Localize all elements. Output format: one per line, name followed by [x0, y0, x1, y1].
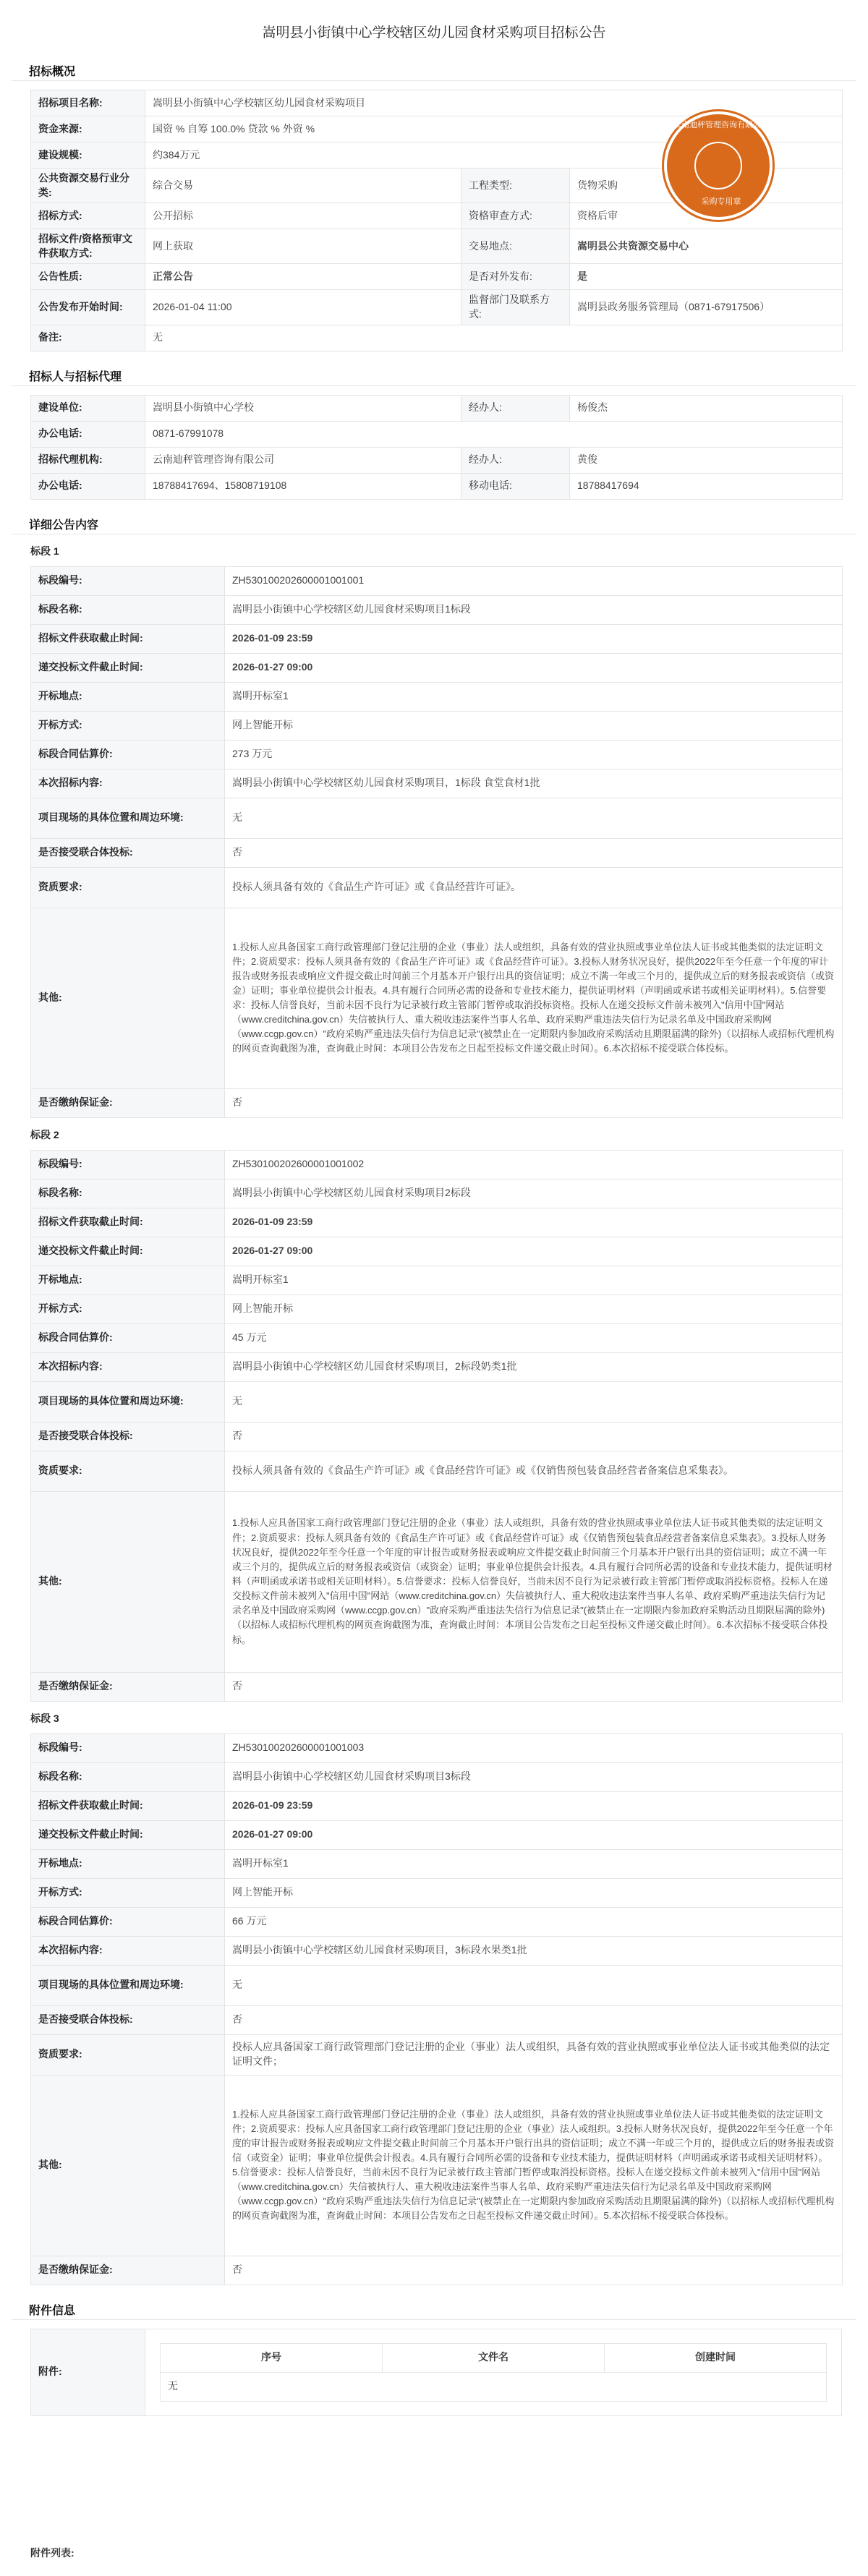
field-label: 其他: [31, 1491, 225, 1672]
field-label: 公告发布开始时间: [31, 290, 145, 325]
field-label: 其他: [31, 2075, 225, 2256]
table-row [31, 2005, 843, 2034]
field-value: 1.投标人应具备国家工商行政管理部门登记注册的企业（事业）法人或组织，具备有效的营业执照或事业单位法人证书或其他类似的法定证明文件；2.资质要求：投标人须具备有效的《食品生产许可证》或《食品经营许可证》或《仅销售预包装食品经营者备案信息采集表》。3.投标人财务状况良好，提供2022年至今任意一个年度的审计报告或财务报表或响应文件提交截止时间前三个月基本开户银行出具的资信证明；成立不满一年或三个月的，提供成立后的财务报表或资信（或资金）证明；事业单位提供会计报表。4.具有履行合同所必需的设备和专业技术能力，提供证明材料（声明函或承诺书或相关证明材料）。5.信誉要求：投标人信誉良好，当前未因不良行为记录被行政主管部门暂停或取消投标资格。投标人在递交投标文件前未被列入"信用中国"网站（www.creditchina.gov.cn）失信被执行人、重大税收违法案件当事人名单、政府采购严重违法失信行为记录名单及中国政府采购网（www.ccgp.gov.cn）"政府采购严重违法失信行为信息记录"(被禁止在一定期限内参加政府采购活动且期限届满的除外)（以招标人或招标代理机构的网页查询截图为准，查询截止时间：本项目公告发布之日起至投标文件递交截止时间）。6.本次招标不接受联合体投标。 [225, 1491, 843, 1672]
field-value: 网上智能开标 [225, 1878, 843, 1907]
table-row [31, 1088, 843, 1117]
table-row [31, 1295, 843, 1323]
field-label: 资金来源: [31, 116, 145, 142]
field-value: 网上获取 [145, 229, 461, 264]
field-value: ZH53010020260000100100​3 [225, 1733, 843, 1762]
field-value: ZH53010020260000100100​2 [225, 1150, 843, 1179]
seal-bottom-text: 采购专用章 [701, 197, 741, 206]
field-label: 本次招标内容: [31, 769, 225, 798]
field-label: 招标文件/资格预审文件获取方式: [31, 229, 145, 264]
field-label: 工程类型: [461, 169, 570, 203]
field-label: 是否缴纳保证金: [31, 1672, 225, 1701]
field-label: 招标代理机构: [31, 447, 145, 473]
field-value: 2026-01-27 09:00 [225, 1820, 843, 1849]
col-header-created: 创建时间 [605, 2343, 827, 2372]
field-label: 标段名称: [31, 1179, 225, 1208]
field-label: 是否接受联合体投标: [31, 1422, 225, 1451]
field-value: 嵩明县公共资源交易中心 [570, 229, 843, 264]
table-row [31, 395, 843, 421]
field-label: 标段编号: [31, 566, 225, 595]
field-value: 杨俊杰 [570, 395, 843, 421]
field-label: 招标文件获取截止时间: [31, 624, 225, 653]
field-label: 是否接受联合体投标: [31, 2005, 225, 2034]
field-label: 标段名称: [31, 1762, 225, 1791]
field-label: 建设规模: [31, 142, 145, 169]
table-row [31, 908, 843, 1088]
field-label: 监督部门及联系方式: [461, 290, 570, 325]
field-label: 经办人: [461, 395, 570, 421]
table-row [31, 1451, 843, 1491]
field-label: 开标地点: [31, 682, 225, 711]
lot-table [30, 1733, 843, 2285]
field-label: 招标文件获取截止时间: [31, 1208, 225, 1237]
field-label: 备注: [31, 325, 145, 351]
table-row [31, 1820, 843, 1849]
field-value: 嵩明县小街镇中心学校辖区幼儿园食材采购项目 [145, 90, 843, 116]
field-value: 否 [225, 838, 843, 867]
field-label: 是否缴纳保证金: [31, 1088, 225, 1117]
table-row [31, 1936, 843, 1965]
field-label: 标段编号: [31, 1150, 225, 1179]
field-value: 否 [225, 2005, 843, 2034]
table-row [31, 838, 843, 867]
field-value: 嵩明县政务服务管理局（0871-67917506） [570, 290, 843, 325]
field-value: 0871-67991078 [145, 421, 843, 447]
field-value: 否 [225, 1422, 843, 1451]
field-value: 嵩明开标室1 [225, 1849, 843, 1878]
field-label: 标段合同估算价: [31, 1323, 225, 1352]
field-value: 2026-01-09 23:59 [225, 624, 843, 653]
section-heading-attachments: 附件信息 [12, 2301, 856, 2320]
table-row [31, 1150, 843, 1179]
field-value: 是 [570, 264, 843, 290]
field-label: 建设单位: [31, 395, 145, 421]
field-label: 资质要求: [31, 867, 225, 908]
field-label: 本次招标内容: [31, 1936, 225, 1965]
col-header-filename: 文件名 [383, 2343, 605, 2372]
table-row [31, 1381, 843, 1422]
table-row [31, 1323, 843, 1352]
field-value: 否 [225, 2256, 843, 2285]
table-row [31, 1965, 843, 2005]
table-row [31, 1422, 843, 1451]
table-row [31, 769, 843, 798]
field-value: 公开招标 [145, 203, 461, 229]
attachments-label: 附件: [31, 2329, 145, 2415]
field-value: 否 [225, 1672, 843, 1701]
section-heading-detail: 详细公告内容 [12, 516, 856, 534]
field-label: 递交投标文件截止时间: [31, 1237, 225, 1266]
field-label: 标段合同估算价: [31, 1907, 225, 1936]
field-value: 2026-01-04 11:00 [145, 290, 461, 325]
field-label: 办公电话: [31, 473, 145, 499]
field-value: 嵩明县小街镇中心学校辖区幼儿园食材采购项目2标段 [225, 1179, 843, 1208]
section-heading-agent: 招标人与招标代理 [12, 367, 856, 386]
table-row [31, 1762, 843, 1791]
attachments-list [160, 2343, 827, 2402]
lots-container [0, 540, 868, 2285]
field-value: 否 [225, 1088, 843, 1117]
table-row [31, 566, 843, 595]
field-value: 2026-01-27 09:00 [225, 1237, 843, 1266]
field-label: 交易地点: [461, 229, 570, 264]
section-heading-overview: 招标概况 [12, 62, 856, 81]
field-label: 是否对外发布: [461, 264, 570, 290]
field-value: 网上智能开标 [225, 1295, 843, 1323]
field-label: 开标方式: [31, 1295, 225, 1323]
field-value: 1.投标人应具备国家工商行政管理部门登记注册的企业（事业）法人或组织，具备有效的营业执照或事业单位法人证书或其他类似的法定证明文件；2.资质要求：投标人应具备国家工商行政管理部门登记注册的企业（事业）法人或组织。3.投标人财务状况良好，提供2022年至今任意一个年度的审计报告或财务报表或响应文件提交截止时间前三个月基本开户银行出具的资信证明；成立不满一年或三个月的，提供成立后的财务报表或资信（或资金）证明；事业单位提供会计报表。4.具有履行合同所必需的设备和专业技术能力，提供证明材料（声明函或承诺书或相关证明材料）。5.信誉要求：投标人信誉良好，当前未因不良行为记录被行政主管部门暂停或取消投标资格。投标人在递交投标文件前未被列入"信用中国"网站（www.creditchina.gov.cn）失信被执行人、重大税收违法案件当事人名单、政府采购严重违法失信行为记录名单及中国政府采购网（www.ccgp.gov.cn）"政府采购严重违法失信行为信息记录"(被禁止在一定期限内参加政府采购活动且期限届满的除外)（以招标人或招标代理机构的网页查询截图为准，查询截止时间：本项目公告发布之日起至投标文件递交截止时间）。5.本次招标不接受联合体投标。 [225, 2075, 843, 2256]
lot-label: 标段 1 [30, 545, 59, 557]
field-value: 投标人须具备有效的《食品生产许可证》或《食品经营许可证》。 [225, 867, 843, 908]
field-value: 无 [225, 1381, 843, 1422]
table-row [31, 740, 843, 769]
table-row [31, 2075, 843, 2256]
field-value: 无 [225, 798, 843, 838]
field-value: 嵩明县小街镇中心学校辖区幼儿园食材采购项目1标段 [225, 595, 843, 624]
table-row [31, 2034, 843, 2075]
field-label: 递交投标文件截止时间: [31, 653, 225, 682]
field-value: 嵩明县小街镇中心学校辖区幼儿园食材采购项目3标段 [225, 1762, 843, 1791]
field-label: 其他: [31, 908, 225, 1088]
table-row [31, 1179, 843, 1208]
table-row [31, 624, 843, 653]
table-row [31, 867, 843, 908]
table-row [31, 653, 843, 682]
field-value: 投标人应具备国家工商行政管理部门登记注册的企业（事业）法人或组织，具备有效的营业执照或事业单位法人证书或其他类似的法定证明文件； [225, 2034, 843, 2075]
field-label: 经办人: [461, 447, 570, 473]
field-value: 正常公告 [145, 264, 461, 290]
field-value: 无 [145, 325, 843, 351]
table-row [31, 711, 843, 740]
field-value: 18788417694、15808719108 [145, 473, 461, 499]
table-row [31, 1907, 843, 1936]
attachments-empty: 无 [161, 2372, 827, 2401]
field-label: 本次招标内容: [31, 1352, 225, 1381]
field-value: 无 [225, 1965, 843, 2005]
table-row [31, 798, 843, 838]
field-value: 嵩明开标室1 [225, 682, 843, 711]
field-value: ZH53010020260000100100​1 [225, 566, 843, 595]
official-seal [664, 111, 773, 220]
field-value: 45 万元 [225, 1323, 843, 1352]
table-row [31, 2256, 843, 2285]
field-label: 项目现场的具体位置和周边环境: [31, 798, 225, 838]
table-row [31, 421, 843, 447]
field-label: 招标方式: [31, 203, 145, 229]
table-row [31, 1733, 843, 1762]
field-value: 2026-01-09 23:59 [225, 1791, 843, 1820]
field-label: 递交投标文件截止时间: [31, 1820, 225, 1849]
field-value: 嵩明县小街镇中心学校辖区幼儿园食材采购项目，2标段奶类1批 [225, 1352, 843, 1381]
table-row [31, 682, 843, 711]
field-label: 开标地点: [31, 1266, 225, 1295]
seal-top-text: 云南迪秤管理咨询有限公司 [673, 121, 769, 129]
field-value: 黄俊 [570, 447, 843, 473]
table-row [31, 473, 843, 499]
page-title: 嵩明县小街镇中心学校辖区幼儿园食材采购项目招标公告 [262, 25, 606, 40]
field-value: 云南迪秤管理咨询有限公司 [145, 447, 461, 473]
field-value: 嵩明县小街镇中心学校 [145, 395, 461, 421]
table-row [31, 290, 843, 325]
field-value: 网上智能开标 [225, 711, 843, 740]
field-value: 资格后审 [570, 203, 843, 229]
field-label: 标段合同估算价: [31, 740, 225, 769]
field-label: 开标方式: [31, 1878, 225, 1907]
field-label: 开标方式: [31, 711, 225, 740]
agent-table [30, 395, 843, 500]
field-value: 国资 % 自筹 100.0% 贷款 % 外资 % [145, 116, 843, 142]
field-label: 公告性质: [31, 264, 145, 290]
field-value: 嵩明县小街镇中心学校辖区幼儿园食材采购项目，3标段水果类1批 [225, 1936, 843, 1965]
seal-emblem-icon [694, 142, 742, 189]
field-value: 273 万元 [225, 740, 843, 769]
field-value: 66 万元 [225, 1907, 843, 1936]
field-label: 资质要求: [31, 2034, 225, 2075]
table-row [31, 1849, 843, 1878]
table-row [31, 447, 843, 473]
field-value: 货物采购 [570, 169, 843, 203]
field-label: 招标项目名称: [31, 90, 145, 116]
table-row [31, 1266, 843, 1295]
field-value: 约384万元 [145, 142, 843, 169]
lot-label: 标段 3 [30, 1712, 59, 1724]
field-value: 嵩明县小街镇中心学校辖区幼儿园食材采购项目，1标段 食堂食材1批 [225, 769, 843, 798]
field-label: 项目现场的具体位置和周边环境: [31, 1965, 225, 2005]
field-label: 开标地点: [31, 1849, 225, 1878]
field-value: 嵩明开标室1 [225, 1266, 843, 1295]
field-label: 是否缴纳保证金: [31, 2256, 225, 2285]
field-value: 18788417694 [570, 473, 843, 499]
field-value: 综合交易 [145, 169, 461, 203]
table-row [31, 595, 843, 624]
lot-table [30, 1150, 843, 1702]
field-label: 标段名称: [31, 595, 225, 624]
table-row [31, 1878, 843, 1907]
field-label: 办公电话: [31, 421, 145, 447]
field-value: 2026-01-27 09:00 [225, 653, 843, 682]
field-value: 1.投标人应具备国家工商行政管理部门登记注册的企业（事业）法人或组织，具备有效的营业执照或事业单位法人证书或其他类似的法定证明文件；2.资质要求：投标人须具备有效的《食品生产许可证》或《食品经营许可证》。3.投标人财务状况良好，提供2022年至今任意一个年度的审计报告或财务报表或响应文件提交截止时间前三个月基本开户银行出具的资信证明；成立不满一年或三个月的，提供成立后的财务报表或资信（或资金）证明；事业单位提供会计报表。4.具有履行合同所必需的设备和专业技术能力，提供证明材料（声明函或承诺书或相关证明材料）。5.信誉要求：投标人信誉良好，当前未因不良行为记录被行政主管部门暂停或取消投标资格。投标人在递交投标文件前未被列入"信用中国"网站（www.creditchina.gov.cn）失信被执行人、重大税收违法案件当事人名单、政府采购严重违法失信行为记录名单及中国政府采购网（www.ccgp.gov.cn）"政府采购严重违法失信行为信息记录"(被禁止在一定期限内参加政府采购活动且期限届满的除外)（以招标人或招标代理机构的网页查询截图为准，查询截止时间：本项目公告发布之日起至投标文件递交截止时间）。6.本次招标不接受联合体投标。 [225, 908, 843, 1088]
col-header-index: 序号 [161, 2343, 383, 2372]
field-label: 招标文件获取截止时间: [31, 1791, 225, 1820]
field-label: 标段编号: [31, 1733, 225, 1762]
field-label: 资格审查方式: [461, 203, 570, 229]
table-row [31, 1237, 843, 1266]
table-row [31, 264, 843, 290]
table-row [31, 1672, 843, 1701]
table-row [31, 229, 843, 264]
lot-label: 标段 2 [30, 1128, 59, 1140]
field-label: 项目现场的具体位置和周边环境: [31, 1381, 225, 1422]
table-row [31, 1791, 843, 1820]
table-row [31, 325, 843, 351]
field-label: 公共资源交易行业分类: [31, 169, 145, 203]
table-row [31, 1352, 843, 1381]
field-label: 是否接受联合体投标: [31, 838, 225, 867]
field-label: 资质要求: [31, 1451, 225, 1491]
table-row [31, 1491, 843, 1672]
field-value: 2026-01-09 23:59 [225, 1208, 843, 1237]
attachments-table [30, 2329, 842, 2416]
lot-table [30, 566, 843, 1118]
table-row [31, 1208, 843, 1237]
field-label: 移动电话: [461, 473, 570, 499]
attachment-list-label: 附件列表: [30, 2547, 75, 2559]
field-value: 投标人须具备有效的《食品生产许可证》或《食品经营许可证》或《仅销售预包装食品经营者备案信息采集表》。 [225, 1451, 843, 1491]
